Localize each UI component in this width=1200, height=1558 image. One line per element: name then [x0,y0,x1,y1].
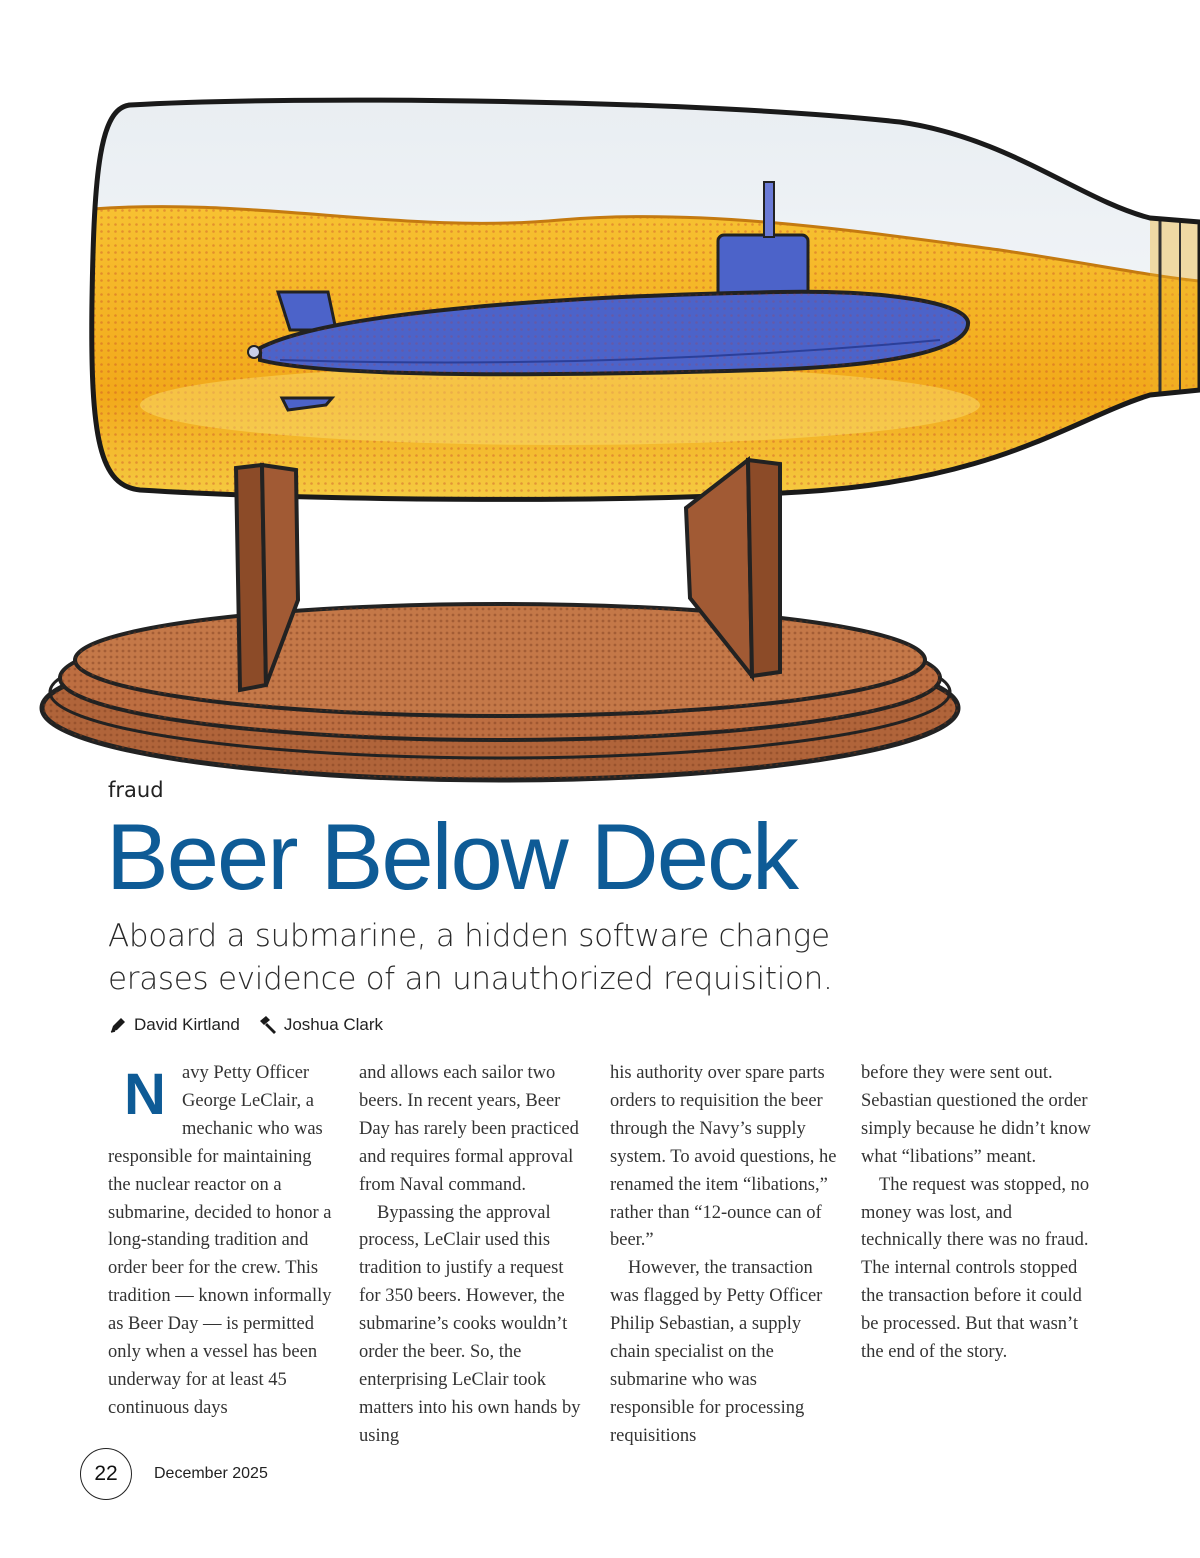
section-kicker: fraud [108,778,164,802]
page-footer [80,1448,268,1500]
drop-cap: N [124,1062,166,1127]
body-paragraph: However, the transaction was flagged by Petty Officer Philip Sebastian, a supply chain specialist on the submarine who was responsible for processing requisitions [610,1258,823,1446]
issue-date: December 2025 [154,1465,268,1482]
body-column-4 [861,1060,1091,1451]
body-paragraph: The request was stopped, no money was lost, and technically there was no fraud. The internal controls stopped the transaction before it could be processed. But that wasn’t the end of the story. [861,1174,1090,1363]
body-paragraph: before they were sent out. Sebastian questioned the order simply because he didn’t know what “libations” meant. [861,1063,1091,1167]
article-body [108,1060,1093,1451]
body-column-3 [610,1060,840,1451]
page-number: 22 [80,1448,132,1500]
body-paragraph: his authority over spare parts orders to requisition the beer through the Navy’s supply system. To avoid questions, he renamed the item “libations,” rather than “12-ounce can of beer.” [610,1063,837,1251]
credits [108,1015,383,1035]
author-name: David Kirtland [134,1015,240,1034]
illustrator-credit [258,1015,383,1035]
article-title: Beer Below Deck [106,804,797,909]
body-paragraph: and allows each sailor two beers. In recent years, Beer Day has rarely been practiced and requires formal approval from Naval command. [359,1063,579,1195]
wooden-base [42,604,958,780]
body-paragraph: avy Petty Officer George LeClair, a mechanic who was responsible for maintaining the nuclear reactor on a submarine, decided to honor a long-standing tradition and order beer for the crew. This tradition — known informally as Beer Day — is permitted only when a vessel has been underway for at least 45 continuous days [108,1063,332,1418]
article-deck: Aboard a submarine, a hidden software change erases evidence of an unauthorized requisition. [108,918,833,997]
pen-icon [108,1015,128,1035]
body-column-1 [108,1060,338,1451]
body-column-2 [359,1060,589,1451]
body-paragraph: Bypassing the approval process, LeClair used this tradition to justify a request for 350 beers. However, the submarine’s cooks wouldn’t order the beer. So, the enterprising LeClair took matters into his own hands by using [359,1202,581,1446]
illustrator-name: Joshua Clark [283,1015,384,1034]
brush-icon [258,1015,278,1035]
author-credit [108,1015,240,1035]
bottle-illustration [0,60,1200,790]
